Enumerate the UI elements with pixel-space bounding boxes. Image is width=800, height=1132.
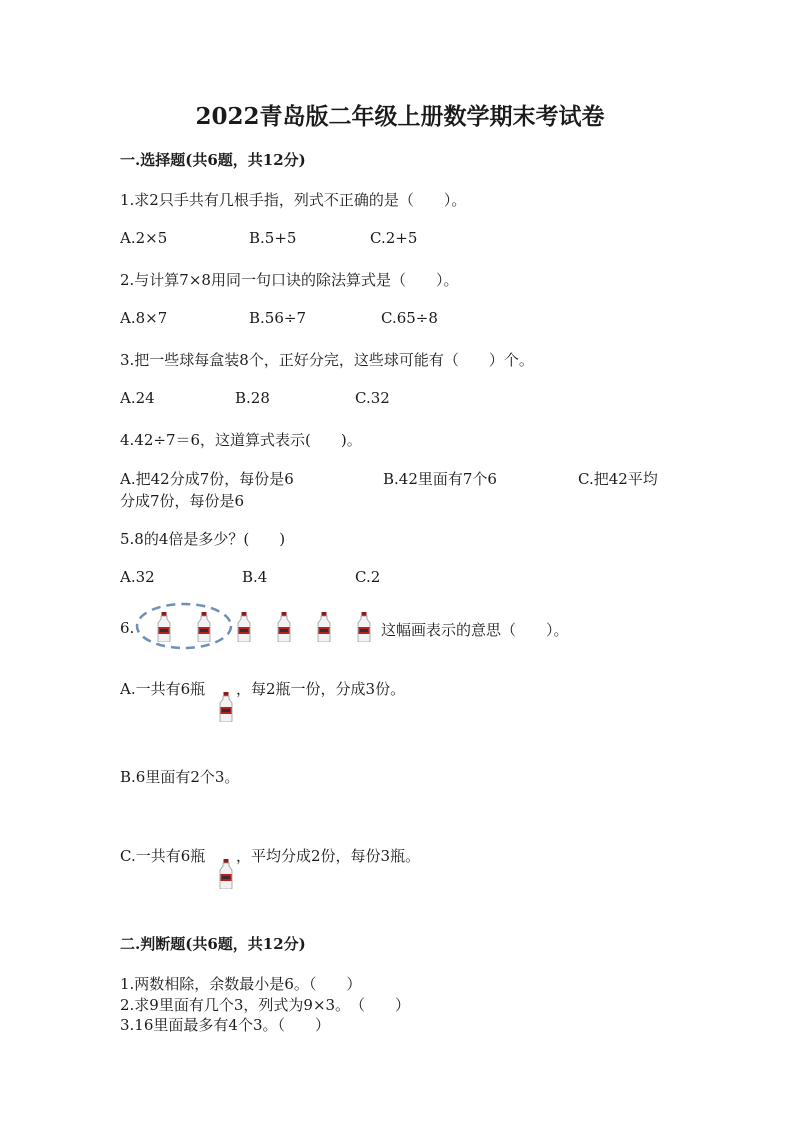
bottle-icon [157, 612, 171, 642]
judgment-item: 2.求9里面有几个3，列式为9×3。 （ ） [120, 996, 411, 1014]
bottle-icon [277, 612, 291, 642]
option: A.2×5 [120, 229, 168, 247]
option: C.2+5 [370, 229, 418, 247]
option-continuation: ，平均分成2份，每份3瓶。 [236, 847, 421, 865]
section-heading: 二.判断题(共6题，共12分) [120, 935, 306, 953]
page-title: 2022青岛版二年级上册数学期末考试卷 [195, 103, 605, 130]
bottle-icon [197, 612, 211, 642]
bottle-icon [317, 612, 331, 642]
question-number: 6. [120, 619, 135, 637]
question-stem: 3.把一些球每盒装8个，正好分完，这些球可能有（ ）个。 [120, 351, 534, 369]
option-continuation: 分成7份，每份是6 [120, 492, 245, 510]
question-stem: 2.与计算7×8用同一句口诀的除法算式是（ ）。 [120, 271, 459, 289]
option: C.一共有6瓶 [120, 847, 206, 865]
judgment-item: 3.16里面最多有4个3。（ ） [120, 1016, 330, 1034]
question-stem: 这幅画表示的意思（ ）。 [381, 621, 569, 639]
option: A.一共有6瓶 [120, 680, 206, 698]
option: A.24 [120, 389, 155, 407]
option: B.56÷7 [249, 309, 306, 327]
option: A.32 [120, 568, 155, 586]
section-heading: 一.选择题(共6题，共12分) [120, 151, 306, 169]
bottle-icon [219, 692, 233, 722]
grouping-circle-icon [134, 600, 234, 652]
bottle-icon [357, 612, 371, 642]
option: C.32 [355, 389, 390, 407]
option: B.5+5 [249, 229, 297, 247]
question-stem: 5.8的4倍是多少？( ) [120, 530, 286, 548]
bottle-icon [237, 612, 251, 642]
question-stem: 4.42÷7＝6，这道算式表示( )。 [120, 431, 362, 449]
option: B.28 [235, 389, 270, 407]
question-stem: 1.求2只手共有几根手指，列式不正确的是（ ）。 [120, 191, 467, 209]
option: B.42里面有7个6 [383, 470, 497, 488]
option: C.2 [355, 568, 381, 586]
option: B.6里面有2个3。 [120, 768, 240, 786]
option: A.8×7 [120, 309, 168, 327]
option-continuation: ，每2瓶一份，分成3份。 [236, 680, 406, 698]
bottle-icon [219, 859, 233, 889]
option: C.把42平均 [578, 470, 658, 488]
judgment-item: 1.两数相除，余数最小是6。（ ） [120, 975, 362, 993]
option: A.把42分成7份，每份是6 [120, 470, 294, 488]
option: C.65÷8 [381, 309, 438, 327]
option: B.4 [242, 568, 268, 586]
